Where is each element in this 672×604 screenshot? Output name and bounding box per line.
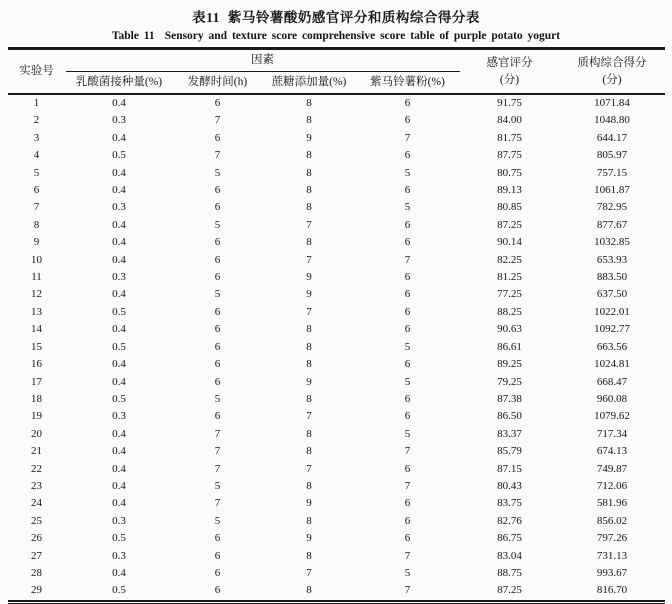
header-texture-score-line1: 质构综合得分 (577, 56, 647, 69)
table-cell: 0.4 (112, 236, 126, 249)
table-cell: 0.5 (112, 340, 126, 353)
table-cell: 6 (404, 218, 411, 231)
table-cell: 7 (306, 410, 312, 423)
table-cell: 6 (404, 410, 411, 423)
table-row (8, 130, 665, 147)
table-cell: 0.3 (112, 549, 126, 562)
table-cell: 2 (33, 114, 40, 127)
table-cell: 20 (31, 427, 42, 440)
table-cell: 11 (31, 271, 42, 284)
table-cell: 653.93 (596, 253, 628, 266)
table-cell: 7 (404, 445, 411, 458)
table-cell: 7 (33, 201, 40, 214)
table-cell: 21 (31, 445, 42, 458)
table-cell: 8 (306, 97, 312, 109)
table-cell: 6 (214, 358, 221, 371)
table-cell: 16 (31, 358, 42, 371)
table-cell: 80.43 (497, 479, 522, 492)
table-cell: 87.38 (497, 392, 522, 405)
table-cell: 993.67 (596, 566, 628, 579)
table-row (8, 286, 665, 303)
table-number-cn: 表11 (192, 10, 220, 25)
table-cell: 883.50 (596, 271, 628, 284)
table-cell: 80.85 (497, 201, 522, 214)
table-cell: 5 (214, 479, 221, 492)
table-cell: 19 (31, 410, 42, 423)
table-cell: 8 (306, 358, 312, 371)
table-row (8, 304, 665, 321)
table-cell: 8 (306, 323, 312, 336)
table-row (8, 252, 665, 269)
table-cell: 7 (214, 114, 221, 127)
table-cell: 0.4 (112, 445, 126, 458)
table-cell: 6 (214, 131, 221, 144)
table-cell: 7 (404, 131, 411, 144)
table-cell: 6 (404, 149, 411, 162)
table-cell: 5 (404, 375, 411, 388)
table-row (8, 217, 665, 234)
table-cell: 7 (214, 462, 221, 475)
table-cell: 8 (306, 549, 312, 562)
table-cell: 0.4 (112, 131, 126, 144)
table-cell: 88.75 (497, 566, 522, 579)
table-cell: 6 (214, 375, 221, 388)
table-cell: 8 (306, 236, 312, 249)
table-cell: 82.76 (497, 514, 522, 527)
table-cell: 8 (306, 427, 312, 440)
table-cell: 0.3 (112, 201, 126, 214)
header-experiment-number: 实验号 (8, 49, 66, 95)
table-row (8, 530, 665, 547)
table-cell: 91.75 (497, 97, 522, 109)
table-cell: 6 (214, 201, 221, 214)
table-cell: 7 (214, 149, 221, 162)
table-cell: 9 (306, 271, 312, 284)
table-row (8, 495, 665, 512)
table-cell: 6 (33, 184, 40, 197)
table-header (8, 49, 665, 95)
table-cell: 7 (214, 445, 221, 458)
table-cell: 5 (214, 288, 221, 301)
table-cell: 960.08 (596, 392, 628, 405)
table-cell: 80.75 (497, 166, 522, 179)
table-cell: 6 (214, 236, 221, 249)
table-cell: 4 (33, 149, 40, 162)
table-cell: 0.4 (112, 288, 126, 301)
table-cell: 7 (404, 479, 411, 492)
table-cell: 6 (404, 288, 411, 301)
header-lactic-acid-inoculation: 乳酸菌接种量(%) (66, 72, 173, 95)
table-cell: 7 (306, 253, 312, 266)
table-cell: 9 (306, 532, 312, 545)
table-cell: 6 (404, 236, 411, 249)
table-cell: 7 (404, 253, 411, 266)
table-cell: 5 (214, 166, 221, 179)
table-cell: 6 (214, 305, 221, 318)
table-cell: 82.25 (497, 253, 522, 266)
table-cell: 79.25 (497, 375, 522, 388)
table-cell: 8 (263, 582, 356, 602)
table-title-cn-text: 紫马铃薯酸奶感官评分和质构综合得分表 (227, 10, 480, 25)
table-cell: 0.3 (112, 271, 126, 284)
table-cell: 81.25 (497, 271, 522, 284)
table-cell: 717.34 (596, 427, 628, 440)
table-cell: 23 (31, 479, 42, 492)
table-cell: 9 (33, 236, 40, 249)
table-cell: 8 (306, 445, 312, 458)
table-cell: 8 (306, 392, 312, 405)
table-cell: 674.13 (596, 445, 628, 458)
table-cell: 77.25 (497, 288, 522, 301)
table-cell: 84.00 (497, 114, 522, 127)
table-row (8, 461, 665, 478)
table-cell: 6 (214, 323, 221, 336)
table-cell: 12 (31, 288, 42, 301)
table-row (8, 478, 665, 495)
table-row (8, 269, 665, 286)
table-cell: 1092.77 (594, 323, 630, 336)
table-cell: 581.96 (596, 497, 628, 510)
table-cell: 5 (33, 166, 40, 179)
table-cell: 15 (31, 340, 42, 353)
table-row (8, 513, 665, 530)
table-cell: 17 (31, 375, 42, 388)
table-cell: 7 (356, 582, 460, 602)
table-cell: 6 (404, 497, 411, 510)
table-row (8, 548, 665, 565)
table-title-en-text: Sensory and texture score comprehensive score table of purple potato yogurt (164, 30, 561, 42)
table-cell: 5 (404, 201, 411, 214)
table-cell: 7 (306, 566, 312, 579)
table-cell: 1022.01 (594, 305, 630, 318)
table-cell: 6 (214, 566, 221, 579)
table-cell: 0.3 (112, 410, 126, 423)
table-cell: 10 (31, 253, 42, 266)
table-row (8, 565, 665, 582)
table-cell: 5 (404, 566, 411, 579)
table-cell: 85.79 (497, 445, 522, 458)
table-cell: 0.4 (112, 97, 126, 109)
table-cell: 6 (404, 323, 411, 336)
table-cell: 0.4 (112, 184, 126, 197)
table-cell: 6 (214, 253, 221, 266)
table-cell: 26 (31, 532, 42, 545)
table-cell: 7 (214, 427, 221, 440)
table-cell: 6 (214, 340, 221, 353)
table-cell: 6 (404, 514, 411, 527)
table-cell: 6 (214, 184, 221, 197)
table-cell: 0.4 (112, 253, 126, 266)
table-cell: 5 (404, 340, 411, 353)
table-cell: 87.25 (460, 582, 560, 602)
table-row (8, 94, 665, 112)
table-cell: 8 (33, 218, 40, 231)
table-cell: 22 (31, 462, 42, 475)
table-cell: 8 (306, 201, 312, 214)
table-row (8, 426, 665, 443)
table-cell: 757.15 (596, 166, 628, 179)
table-row (8, 199, 665, 216)
header-texture-score-line2: (分) (602, 73, 622, 86)
table-cell: 6 (214, 532, 221, 545)
table-cell: 0.4 (112, 479, 126, 492)
table-cell: 87.15 (497, 462, 522, 475)
table-cell: 1071.84 (594, 97, 630, 109)
table-cell: 0.4 (112, 218, 126, 231)
table-cell: 0.4 (112, 462, 126, 475)
header-sensory-score-line2: (分) (499, 73, 520, 86)
table-cell: 14 (31, 323, 42, 336)
table-row (8, 408, 665, 425)
table-row (8, 147, 665, 164)
table-row (8, 112, 665, 129)
table-cell: 86.61 (497, 340, 522, 353)
table-cell: 9 (306, 375, 312, 388)
table-cell: 8 (306, 479, 312, 492)
table-cell: 83.04 (497, 549, 522, 562)
table-cell: 731.13 (596, 549, 628, 562)
table-row (8, 374, 665, 391)
table-cell: 86.50 (497, 410, 522, 423)
table-cell: 6 (404, 271, 411, 284)
table-cell: 1032.85 (594, 236, 630, 249)
header-sensory-score-line1: 感官评分 (486, 56, 533, 69)
table-cell: 83.37 (497, 427, 522, 440)
table-cell: 28 (31, 566, 42, 579)
orthogonal-experiment-score-table (8, 47, 665, 604)
table-cell: 6 (404, 462, 411, 475)
table-cell: 86.75 (497, 532, 522, 545)
table-cell: 6 (214, 97, 221, 109)
table-cell: 87.25 (497, 218, 522, 231)
table-cell: 90.14 (497, 236, 522, 249)
table-cell: 0.5 (112, 532, 126, 545)
header-sucrose-addition: 蔗糖添加量(%) (263, 72, 356, 95)
table-cell: 663.56 (596, 340, 628, 353)
table-cell: 24 (31, 497, 42, 510)
header-factors-group: 因素 (66, 49, 460, 72)
table-cell: 712.06 (596, 479, 628, 492)
table-cell: 1061.87 (594, 184, 630, 197)
table-number-en: Table 11 (111, 30, 155, 42)
table-cell: 0.5 (112, 392, 126, 405)
header-fermentation-time: 发酵时间(h) (173, 72, 263, 95)
table-cell: 87.75 (497, 149, 522, 162)
table-cell: 644.17 (596, 131, 628, 144)
table-cell: 0.4 (112, 166, 126, 179)
table-cell: 8 (306, 340, 312, 353)
table-cell: 5 (214, 218, 221, 231)
table-cell: 6 (214, 549, 221, 562)
table-cell: 816.70 (560, 582, 665, 602)
table-cell: 0.4 (112, 358, 126, 371)
table-row (8, 356, 665, 373)
table-cell: 9 (306, 497, 312, 510)
table-cell: 9 (306, 131, 312, 144)
table-cell: 0.5 (66, 582, 173, 602)
table-cell: 8 (306, 514, 312, 527)
table-cell: 6 (404, 97, 411, 109)
table-title-chinese (0, 0, 672, 26)
table-cell: 6 (404, 358, 411, 371)
table-cell: 0.4 (112, 375, 126, 388)
table-cell: 27 (31, 549, 42, 562)
table-cell: 0.5 (112, 305, 126, 318)
table-cell: 25 (31, 514, 42, 527)
header-purple-potato-powder: 紫马铃薯粉(%) (356, 72, 460, 95)
table-cell: 3 (33, 131, 40, 144)
header-texture-score (560, 49, 665, 95)
table-cell: 7 (306, 218, 312, 231)
table-cell: 782.95 (596, 201, 628, 214)
table-cell: 83.75 (497, 497, 522, 510)
table-body (8, 94, 665, 602)
table-cell: 1 (33, 97, 40, 109)
table-row (8, 165, 665, 182)
table-title-english (0, 30, 672, 42)
table-cell: 6 (173, 582, 263, 602)
table-cell: 7 (306, 305, 312, 318)
table-cell: 5 (214, 392, 221, 405)
table-row (8, 443, 665, 460)
table-cell: 7 (306, 462, 312, 475)
table-cell: 0.3 (112, 514, 126, 527)
table-cell: 8 (306, 166, 312, 179)
header-sensory-score (460, 49, 560, 95)
table-row (8, 339, 665, 356)
table-cell: 90.63 (497, 323, 522, 336)
table-cell: 6 (404, 305, 411, 318)
table-cell: 1048.80 (594, 114, 630, 127)
table-cell: 6 (214, 410, 221, 423)
table-cell: 749.87 (596, 462, 628, 475)
table-cell: 668.47 (596, 375, 628, 388)
table-cell: 5 (404, 427, 411, 440)
table-cell: 797.26 (596, 532, 628, 545)
table-cell: 0.4 (112, 427, 126, 440)
table-cell: 6 (404, 184, 411, 197)
table-cell: 8 (306, 149, 312, 162)
table-cell: 89.13 (497, 184, 522, 197)
table-cell: 8 (306, 184, 312, 197)
table-cell: 88.25 (497, 305, 522, 318)
table-cell: 0.4 (112, 323, 126, 336)
table-cell: 805.97 (596, 149, 628, 162)
table-cell: 18 (31, 392, 42, 405)
table-row (8, 321, 665, 338)
table-row (8, 582, 665, 602)
table-cell: 856.02 (596, 514, 628, 527)
table-cell: 13 (31, 305, 42, 318)
table-cell: 877.67 (596, 218, 628, 231)
table-cell: 9 (306, 288, 312, 301)
table-cell: 81.75 (497, 131, 522, 144)
table-cell: 5 (214, 514, 221, 527)
table-cell: 0.5 (112, 149, 126, 162)
table-row (8, 234, 665, 251)
table-cell: 0.4 (112, 497, 126, 510)
table-cell: 29 (8, 582, 66, 602)
table-cell: 0.4 (112, 566, 126, 579)
table-row (8, 391, 665, 408)
table-cell: 5 (404, 166, 411, 179)
table-row (8, 182, 665, 199)
table-cell: 1079.62 (594, 410, 630, 423)
table-cell: 7 (214, 497, 221, 510)
table-cell: 637.50 (596, 288, 628, 301)
table-cell: 89.25 (497, 358, 522, 371)
table-cell: 1024.81 (594, 358, 630, 371)
table-cell: 6 (214, 271, 221, 284)
table-cell: 6 (404, 532, 411, 545)
table-cell: 6 (404, 114, 411, 127)
table-cell: 7 (404, 549, 411, 562)
table-cell: 8 (306, 114, 312, 127)
table-cell: 6 (404, 392, 411, 405)
table-cell: 0.3 (112, 114, 126, 127)
